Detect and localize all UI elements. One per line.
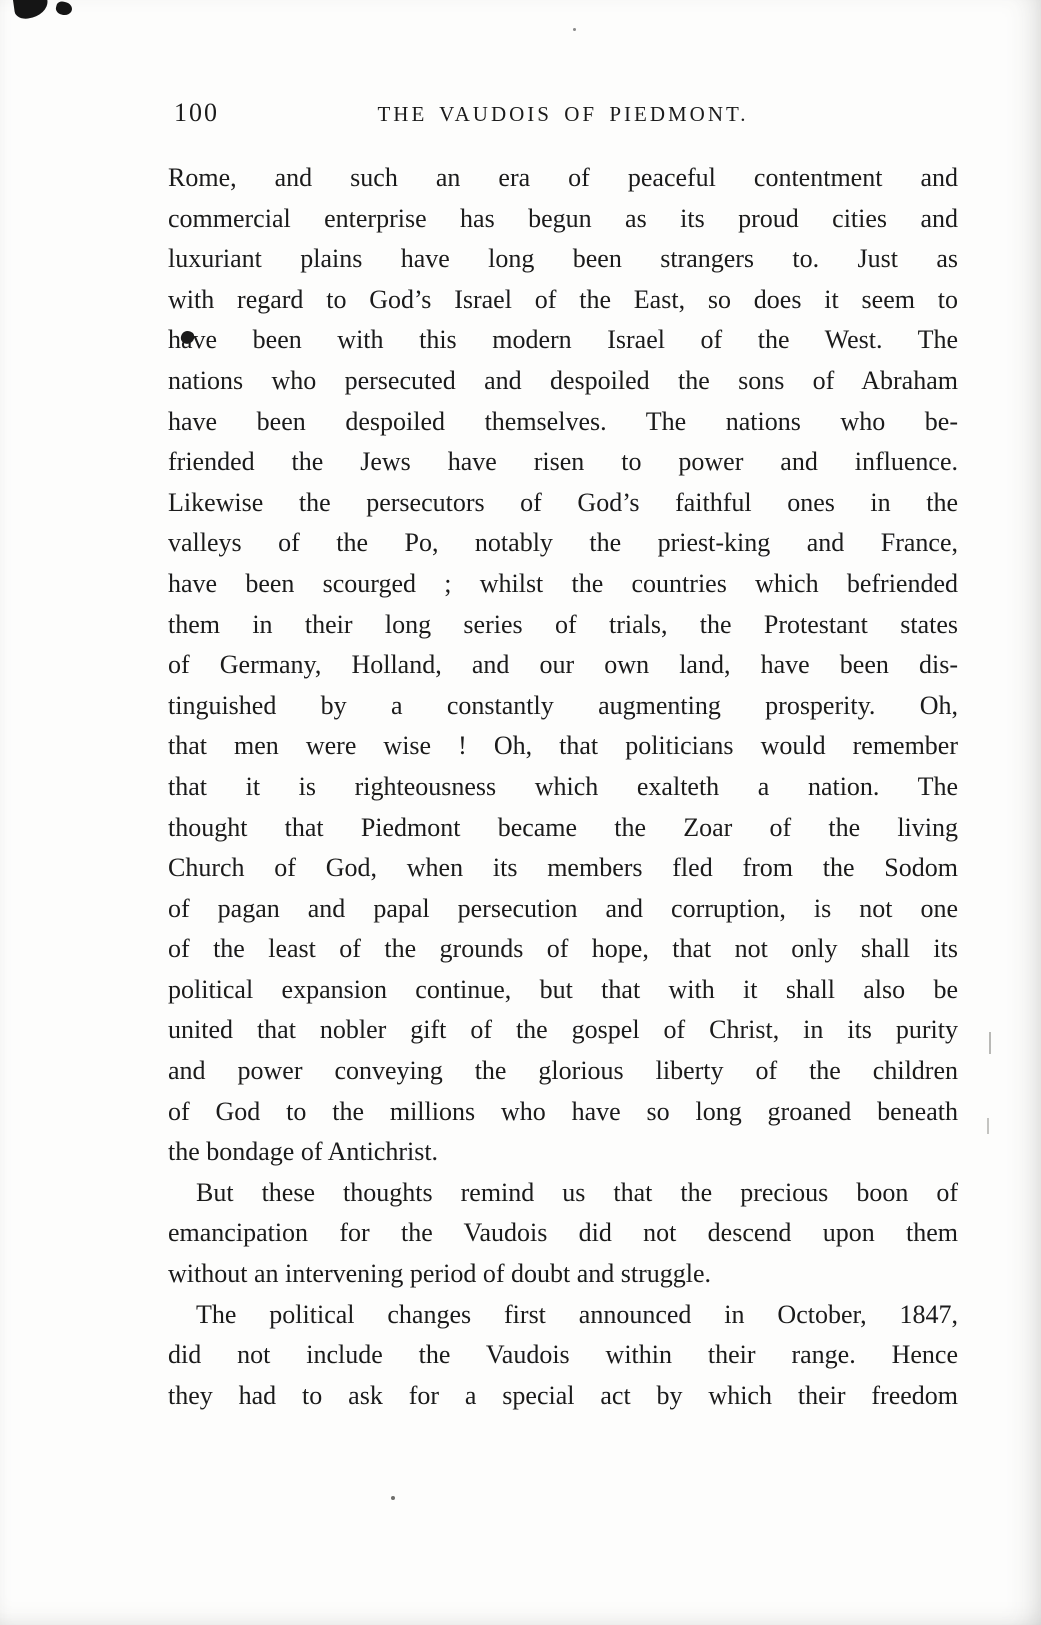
text-line: them in their long series of trials, the Protestant states	[168, 609, 958, 639]
text-line: have been with this modern Israel of the West. The	[168, 325, 958, 355]
text-line: Likewise the persecutors of God’s faithful ones in the	[168, 487, 958, 517]
paragraph	[168, 1295, 958, 1417]
text-line: friended the Jews have risen to power and influence.	[168, 447, 958, 477]
page-header	[168, 96, 958, 132]
text-line: But these thoughts remind us that the precious boon of	[196, 1177, 958, 1207]
scan-artifact-speck	[573, 28, 576, 31]
paragraph	[168, 1173, 958, 1295]
paragraph	[168, 158, 958, 1173]
page-content	[168, 96, 958, 1416]
text-line: of pagan and papal persecution and corruption, is not one	[168, 893, 958, 923]
text-line: and power conveying the glorious liberty of the children	[168, 1056, 958, 1086]
text-line: luxuriant plains have long been strangers to. Just as	[168, 244, 958, 274]
scan-artifact-speck	[391, 1496, 395, 1500]
text-line: political expansion continue, but that with it shall also be	[168, 974, 958, 1004]
text-line: that men were wise ! Oh, that politicians would remember	[168, 731, 958, 761]
text-line: of the least of the grounds of hope, that not only shall its	[168, 934, 958, 964]
scan-artifact-edge-mark	[989, 1032, 991, 1054]
text-line: with regard to God’s Israel of the East, so does it seem to	[168, 284, 958, 314]
text-line: thought that Piedmont became the Zoar of the living	[168, 812, 958, 842]
text-line: they had to ask for a special act by which their freedom	[168, 1380, 958, 1410]
text-line: commercial enterprise has begun as its proud cities and	[168, 203, 958, 233]
text-line: valleys of the Po, notably the priest-king and France,	[168, 528, 958, 558]
text-line: Church of God, when its members fled from the Sodom	[168, 853, 958, 883]
text-line: have been despoiled themselves. The nations who be-	[168, 406, 958, 436]
text-line: tinguished by a constantly augmenting prosperity. Oh,	[168, 690, 958, 720]
scan-artifact-corner	[12, 0, 49, 20]
running-title: THE VAUDOIS OF PIEDMONT.	[377, 102, 749, 126]
scan-artifact-corner	[55, 0, 74, 16]
text-line: nations who persecuted and despoiled the sons of Abraham	[168, 365, 958, 395]
text-line: emancipation for the Vaudois did not descend upon them	[168, 1218, 958, 1248]
page-number: 100	[174, 98, 219, 127]
page-body	[168, 158, 958, 1416]
text-line: did not include the Vaudois within their range. Hence	[168, 1340, 958, 1370]
text-line: without an intervening period of doubt and struggle.	[168, 1259, 712, 1289]
text-line: united that nobler gift of the gospel of Christ, in its purity	[168, 1015, 958, 1045]
text-line: of Germany, Holland, and our own land, have been dis-	[168, 650, 958, 680]
text-line: Rome, and such an era of peaceful contentment and	[168, 163, 958, 192]
scan-artifact-edge-mark	[987, 1118, 989, 1134]
text-line: The political changes first announced in October, 1847,	[196, 1299, 958, 1329]
text-line: that it is righteousness which exalteth a nation. The	[168, 771, 958, 801]
text-line: of God to the millions who have so long groaned beneath	[168, 1096, 958, 1126]
text-line: have been scourged ; whilst the countries which befriended	[168, 568, 958, 598]
text-line: the bondage of Antichrist.	[168, 1137, 439, 1167]
